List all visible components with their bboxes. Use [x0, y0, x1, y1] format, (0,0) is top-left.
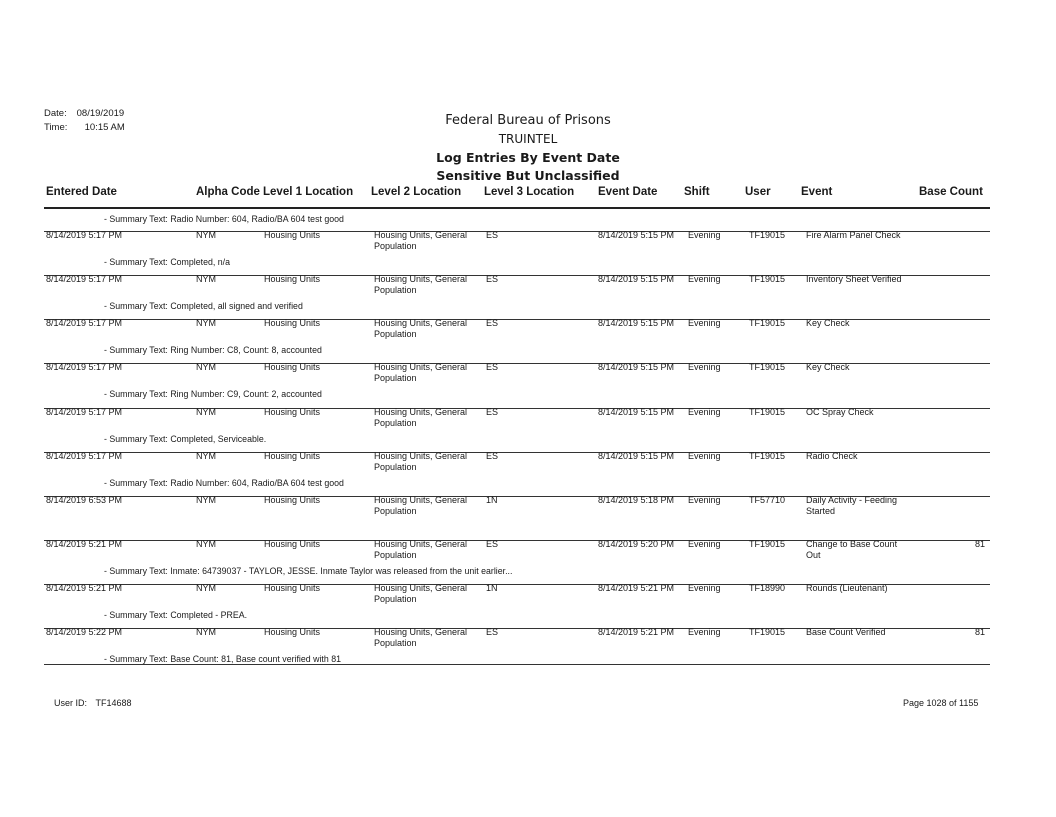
cell-entered-date: 8/14/2019 5:21 PM	[46, 583, 123, 593]
col-level2: Level 2 Location	[371, 186, 462, 198]
col-entered-date: Entered Date	[46, 186, 117, 198]
cell-event: OC Spray Check	[806, 407, 874, 417]
col-shift: Shift	[684, 186, 710, 198]
cell-user: TF19015	[749, 407, 786, 417]
footer-user-id	[54, 698, 132, 708]
cell-event: Daily Activity - Feeding Started	[806, 495, 898, 516]
cell-user: TF19015	[749, 451, 786, 461]
col-base-count: Base Count	[919, 186, 983, 198]
cell-alpha-code: NYM	[196, 539, 216, 549]
cell-alpha-code: NYM	[196, 362, 216, 372]
cell-event-date: 8/14/2019 5:15 PM	[598, 318, 675, 328]
cell-alpha-code: NYM	[196, 627, 216, 637]
time-value: 10:15 AM	[84, 122, 125, 133]
cell-level2: Housing Units, General Population	[374, 451, 468, 472]
cell-level1: Housing Units	[264, 274, 321, 284]
cell-shift: Evening	[688, 362, 721, 372]
cell-user: TF19015	[749, 362, 786, 372]
col-event: Event	[801, 186, 833, 198]
cell-level1: Housing Units	[264, 451, 321, 461]
cell-level2: Housing Units, General Population	[374, 495, 468, 516]
col-level1: Level 1 Location	[263, 186, 354, 198]
cell-level1: Housing Units	[264, 407, 321, 417]
cell-level2: Housing Units, General Population	[374, 627, 468, 648]
summary-text: - Summary Text: Completed, n/a	[104, 257, 230, 267]
cell-event: Inventory Sheet Verified	[806, 274, 902, 284]
cell-alpha-code: NYM	[196, 274, 216, 284]
cell-event: Key Check	[806, 318, 850, 328]
cell-level2: Housing Units, General Population	[374, 583, 468, 604]
summary-text: - Summary Text: Completed - PREA.	[104, 610, 248, 620]
cell-shift: Evening	[688, 318, 721, 328]
summary-text: - Summary Text: Inmate: 64739037 - TAYLOR, JESSE. Inmate Taylor was released from the unit earlier...	[104, 566, 513, 576]
user-id-value: TF14688	[95, 698, 132, 708]
cell-shift: Evening	[688, 495, 721, 505]
cell-event-date: 8/14/2019 5:15 PM	[598, 407, 675, 417]
cell-event: Rounds (Lieutenant)	[806, 583, 888, 593]
cell-level3: ES	[486, 318, 499, 328]
cell-level3: ES	[486, 230, 499, 240]
summary-text: - Summary Text: Completed, Serviceable.	[104, 434, 267, 444]
col-alpha-code: Alpha Code	[196, 186, 260, 198]
cell-level2: Housing Units, General Population	[374, 274, 468, 295]
date-value: 08/19/2019	[76, 108, 125, 119]
cell-level3: ES	[486, 539, 499, 549]
page-number: Page 1028 of 1155	[903, 698, 979, 708]
cell-event: Change to Base Count Out	[806, 539, 898, 560]
cell-entered-date: 8/14/2019 5:17 PM	[46, 318, 123, 328]
cell-shift: Evening	[688, 539, 721, 549]
col-event-date: Event Date	[598, 186, 658, 198]
cell-level3: ES	[486, 362, 499, 372]
cell-alpha-code: NYM	[196, 583, 216, 593]
cell-user: TF19015	[749, 627, 786, 637]
cell-shift: Evening	[688, 583, 721, 593]
top-summary: - Summary Text: Radio Number: 604, Radio/BA 604 test good	[104, 214, 344, 224]
cell-level1: Housing Units	[264, 583, 321, 593]
user-id-label: User ID:	[54, 698, 88, 708]
cell-event-date: 8/14/2019 5:15 PM	[598, 274, 675, 284]
cell-entered-date: 8/14/2019 5:17 PM	[46, 407, 123, 417]
cell-user: TF18990	[749, 583, 786, 593]
cell-event-date: 8/14/2019 5:20 PM	[598, 539, 675, 549]
cell-level2: Housing Units, General Population	[374, 407, 468, 428]
classification: Sensitive But Unclassified	[436, 168, 620, 183]
cell-alpha-code: NYM	[196, 407, 216, 417]
cell-user: TF57710	[749, 495, 786, 505]
cell-level3: ES	[486, 407, 499, 417]
cell-event: Base Count Verified	[806, 627, 886, 637]
cell-level3: 1N	[486, 495, 498, 505]
cell-shift: Evening	[688, 230, 721, 240]
cell-level2: Housing Units, General Population	[374, 539, 468, 560]
cell-level3: ES	[486, 627, 499, 637]
cell-level1: Housing Units	[264, 627, 321, 637]
col-level3: Level 3 Location	[484, 186, 575, 198]
header-rule	[44, 207, 990, 209]
time-label: Time:	[44, 122, 68, 133]
summary-text: - Summary Text: Completed, all signed and verified	[104, 301, 303, 311]
cell-level1: Housing Units	[264, 362, 321, 372]
cell-entered-date: 8/14/2019 5:17 PM	[46, 451, 123, 461]
cell-event: Fire Alarm Panel Check	[806, 230, 901, 240]
cell-alpha-code: NYM	[196, 318, 216, 328]
system-title: TRUINTEL	[498, 132, 558, 146]
cell-level3: ES	[486, 451, 499, 461]
summary-text: - Summary Text: Ring Number: C8, Count: 8, accounted	[104, 345, 322, 355]
cell-alpha-code: NYM	[196, 451, 216, 461]
cell-event-date: 8/14/2019 5:18 PM	[598, 495, 675, 505]
cell-level2: Housing Units, General Population	[374, 318, 468, 339]
cell-level1: Housing Units	[264, 230, 321, 240]
cell-event-date: 8/14/2019 5:21 PM	[598, 583, 675, 593]
cell-event-date: 8/14/2019 5:15 PM	[598, 230, 675, 240]
cell-entered-date: 8/14/2019 6:53 PM	[46, 495, 123, 505]
cell-entered-date: 8/14/2019 5:21 PM	[46, 539, 123, 549]
cell-event: Radio Check	[806, 451, 858, 461]
cell-event: Key Check	[806, 362, 850, 372]
cell-entered-date: 8/14/2019 5:17 PM	[46, 274, 123, 284]
cell-base-count: 81	[975, 539, 986, 549]
summary-text: - Summary Text: Ring Number: C9, Count: 2, accounted	[104, 389, 322, 399]
cell-user: TF19015	[749, 230, 786, 240]
cell-base-count: 81	[975, 627, 986, 637]
cell-shift: Evening	[688, 274, 721, 284]
cell-level1: Housing Units	[264, 318, 321, 328]
cell-level1: Housing Units	[264, 539, 321, 549]
cell-level2: Housing Units, General Population	[374, 362, 468, 383]
cell-event-date: 8/14/2019 5:21 PM	[598, 627, 675, 637]
summary-text: - Summary Text: Radio Number: 604, Radio/BA 604 test good	[104, 478, 344, 488]
cell-shift: Evening	[688, 627, 721, 637]
cell-shift: Evening	[688, 407, 721, 417]
col-user: User	[745, 186, 771, 198]
cell-level2: Housing Units, General Population	[374, 230, 468, 251]
cell-entered-date: 8/14/2019 5:22 PM	[46, 627, 123, 637]
cell-level3: ES	[486, 274, 499, 284]
cell-level1: Housing Units	[264, 495, 321, 505]
table-bottom-rule	[44, 664, 990, 665]
cell-user: TF19015	[749, 318, 786, 328]
cell-user: TF19015	[749, 539, 786, 549]
cell-alpha-code: NYM	[196, 230, 216, 240]
cell-entered-date: 8/14/2019 5:17 PM	[46, 230, 123, 240]
org-title: Federal Bureau of Prisons	[445, 113, 611, 128]
cell-event-date: 8/14/2019 5:15 PM	[598, 451, 675, 461]
summary-text: - Summary Text: Base Count: 81, Base count verified with 81	[104, 654, 341, 664]
cell-event-date: 8/14/2019 5:15 PM	[598, 362, 675, 372]
report-title: Log Entries By Event Date	[436, 150, 620, 165]
cell-level3: 1N	[486, 583, 498, 593]
cell-shift: Evening	[688, 451, 721, 461]
date-label: Date:	[44, 108, 67, 119]
cell-user: TF19015	[749, 274, 786, 284]
cell-alpha-code: NYM	[196, 495, 216, 505]
cell-entered-date: 8/14/2019 5:17 PM	[46, 362, 123, 372]
